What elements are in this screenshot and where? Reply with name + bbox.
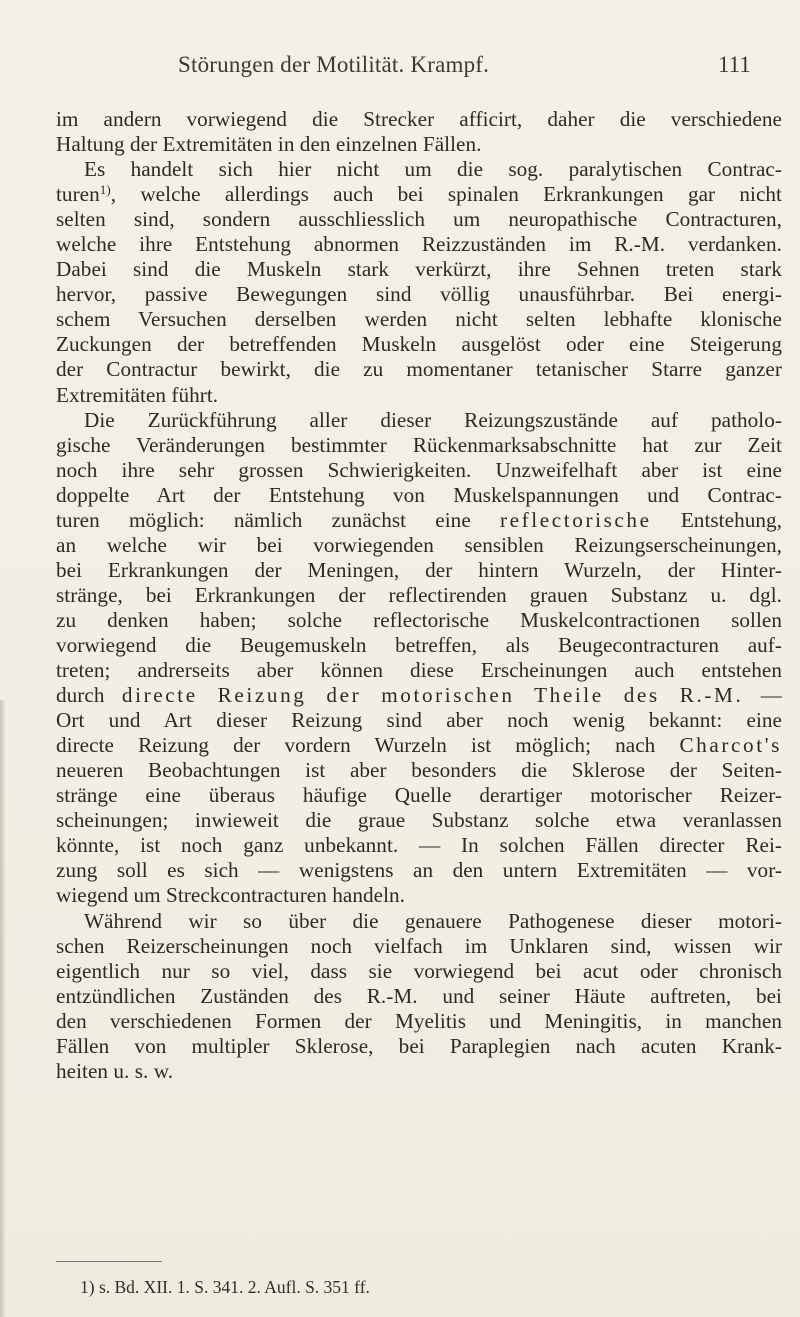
text-line xyxy=(56,733,782,758)
text-line: bei Erkrankungen der Meningen, der hintern Wurzeln, der Hinter- xyxy=(56,557,782,582)
text-line: heiten u. s. w. xyxy=(56,1058,174,1083)
footnote: 1) s. Bd. XII. 1. S. 341. 2. Aufl. S. 351 ff. xyxy=(80,1277,370,1297)
emphasis-spaced: reflectorische xyxy=(499,507,652,532)
text-line: der Contractur bewirkt, die zu momentaner tetanischer Starre ganzer xyxy=(56,357,782,382)
text-line: turen$^{1)}$, welche allerdings auch bei spinalen Erkrankungen gar nicht xyxy=(56,182,782,207)
text-line: schem Versuchen derselben werden nicht selten lebhafte klonische xyxy=(56,307,782,332)
text-line: im andern vorwiegend die Strecker afficirt, daher die verschiedene xyxy=(56,107,782,131)
text-line: stränge eine überaus häufige Quelle derartiger motorischer Reizer- xyxy=(56,783,782,808)
text-line: Die Zurückführung aller dieser Reizungszustände auf patholo- xyxy=(84,407,782,432)
text-line: Dabei sind die Muskeln stark verkürzt, ihre Sehnen treten stark xyxy=(56,257,782,282)
running-head xyxy=(0,52,800,82)
text-line: Extremitäten führt. xyxy=(56,382,219,407)
text-line: Während wir so über die genauere Pathogenese dieser motori- xyxy=(84,908,782,933)
text-fragment: durch xyxy=(56,683,105,708)
binding-shadow xyxy=(0,700,6,1317)
text-line: hervor, passive Bewegungen sind völlig unausführbar. Bei energi- xyxy=(56,282,782,307)
emphasis-spaced-name: Charcot's xyxy=(679,733,782,758)
text-fragment: turen xyxy=(56,182,100,207)
text-fragment: Entstehung, xyxy=(680,507,782,532)
text-line: neueren Beobachtungen ist aber besonders die Sklerose der Seiten- xyxy=(56,758,782,783)
text-line: treten; andrerseits aber können diese Erscheinungen auch entstehen xyxy=(56,658,782,683)
text-fragment: turen möglich: nämlich zunächst eine xyxy=(56,507,471,532)
text-line: selten sind, sondern ausschliesslich um neuropathische Contracturen, xyxy=(56,207,782,232)
text-fragment: directe Reizung der vordern Wurzeln ist möglich; nach xyxy=(56,733,656,758)
text-line: doppelte Art der Entstehung von Muskelspannungen und Contrac- xyxy=(56,482,782,507)
emphasis-spaced: directe Reizung der motorischen Theile des R.-M. xyxy=(121,683,744,708)
text-line: entzündlichen Zuständen des R.-M. und seiner Häute auftreten, bei xyxy=(56,983,782,1008)
text-fragment: — xyxy=(760,683,782,708)
text-line: den verschiedenen Formen der Myelitis und Meningitis, in manchen xyxy=(56,1008,782,1033)
text-line: könnte, ist noch ganz unbekannt. — In solchen Fällen directer Rei- xyxy=(56,833,782,858)
text-line: stränge, bei Erkrankungen der reflectirenden grauen Substanz u. dgl. xyxy=(56,582,782,607)
text-line: Fällen von multipler Sklerose, bei Paraplegien nach acuten Krank- xyxy=(56,1033,782,1058)
footnote-reference: 1) xyxy=(99,182,111,198)
text-line: schen Reizerscheinungen noch vielfach im Unklaren sind, wissen wir xyxy=(56,933,782,958)
text-line: eigentlich nur so viel, dass sie vorwiegend bei acut oder chronisch xyxy=(56,958,782,983)
running-head-title: Störungen der Motilität. Krampf. xyxy=(178,52,490,77)
text-line xyxy=(56,508,782,533)
text-line: an welche wir bei vorwiegenden sensiblen Reizungserscheinungen, xyxy=(56,532,782,557)
text-line: vorwiegend die Beugemuskeln betreffen, als Beugecontracturen auf- xyxy=(56,632,782,657)
body-text xyxy=(56,107,782,1084)
text-line: zung soll es sich — wenigstens an den untern Extremitäten — vor- xyxy=(56,858,782,883)
text-line: gische Veränderungen bestimmter Rückenmarksabschnitte hat zur Zeit xyxy=(56,432,782,457)
text-line: zu denken haben; solche reflectorische Muskelcontractionen sollen xyxy=(56,607,782,632)
text-line: Haltung der Extremitäten in den einzelnen Fällen. xyxy=(56,132,482,157)
text-line: Zuckungen der betreffenden Muskeln ausgelöst oder eine Steigerung xyxy=(56,332,782,357)
text-line xyxy=(56,683,782,708)
text-line: Ort und Art dieser Reizung sind aber noch wenig bekannt: eine xyxy=(56,708,782,733)
text-line: Es handelt sich hier nicht um die sog. paralytischen Contrac- xyxy=(84,157,782,182)
text-line: wiegend um Streckcontracturen handeln. xyxy=(56,883,406,908)
page-number: 111 xyxy=(718,52,751,77)
text-fragment: welche allerdings auch bei spinalen Erkrankungen gar nicht xyxy=(140,182,782,207)
text-line: noch ihre sehr grossen Schwierigkeiten. Unzweifelhaft aber ist eine xyxy=(56,457,782,482)
footnote-rule xyxy=(56,1261,162,1262)
text-line: scheinungen; inwieweit die graue Substanz solche etwa veranlassen xyxy=(56,808,782,833)
text-line: welche ihre Entstehung abnormen Reizzuständen im R.-M. verdanken. xyxy=(56,232,782,257)
